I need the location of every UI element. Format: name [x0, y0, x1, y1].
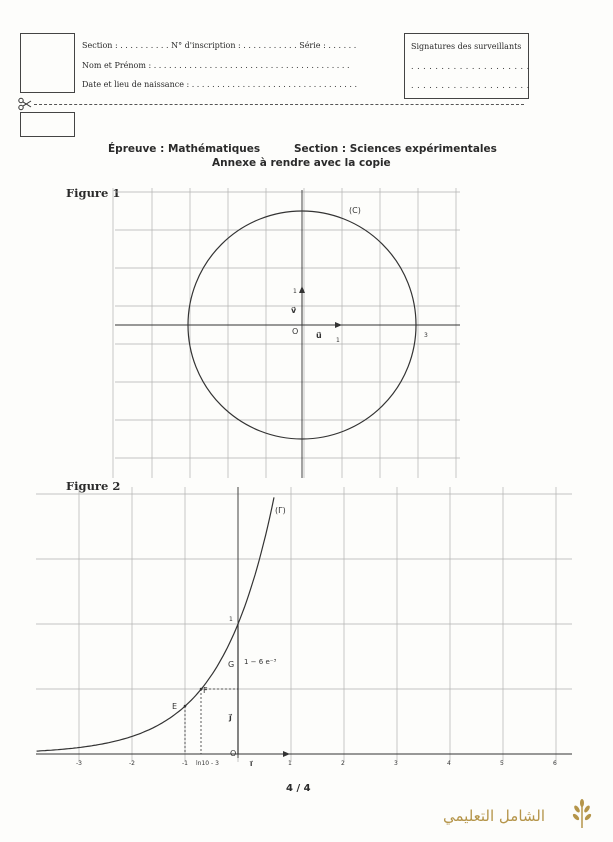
- signatures-title: Signatures des surveillants: [411, 42, 522, 51]
- logo-text: الشامل التعليمي: [443, 807, 546, 825]
- figure1-grid: [113, 188, 460, 478]
- j-vector-label: j⃗: [229, 713, 232, 722]
- figure1-tick-x-1: 1: [336, 337, 340, 344]
- x-tick-label: -3: [76, 760, 82, 767]
- figure1-origin-label: O: [292, 327, 299, 336]
- figure1-label: Figure 1: [66, 186, 121, 200]
- exam-section: Section : Sciences expérimentales: [294, 143, 497, 155]
- g-value-label: 1 − 6 e⁻³: [244, 658, 277, 666]
- signature-line-2: . . . . . . . . . . . . . . . . . . . .: [411, 81, 530, 90]
- i-vector-label: i⃗: [250, 760, 253, 768]
- page-number: 4 / 4: [286, 783, 311, 794]
- x-tick-label: 4: [447, 760, 451, 767]
- i-vector-head: [283, 751, 290, 757]
- figure2-x-tick-labels: [76, 760, 557, 767]
- figure1-tick-y-1: 1: [293, 288, 297, 295]
- ln-tick-label: ln10 - 3: [196, 760, 219, 767]
- v-vector-label: v⃗: [291, 306, 297, 315]
- header-line-name: Nom et Prénom : . . . . . . . . . . . . . . . . . . . . . . . . . . . . . . . . . . . . . . .: [82, 61, 350, 70]
- figure2-y-tick-1: 1: [229, 616, 233, 623]
- x-tick-label: 3: [394, 760, 398, 767]
- exam-subject: Épreuve : Mathématiques: [108, 143, 261, 155]
- point-E-mark: [184, 705, 187, 708]
- curve-gamma-label: (Γ): [275, 506, 286, 515]
- x-tick-label: 6: [553, 760, 557, 767]
- point-F-label: F: [203, 686, 208, 695]
- figure1-tick-3: 3: [424, 332, 428, 339]
- signature-line-1: . . . . . . . . . . . . . . . . . . . .: [411, 62, 530, 71]
- x-tick-label: 2: [341, 760, 345, 767]
- figure2-grid: [36, 487, 572, 762]
- u-vector-label: u⃗: [316, 331, 322, 340]
- x-tick-label: 5: [500, 760, 504, 767]
- point-G-label: G: [228, 660, 235, 669]
- figure2-origin-label: O: [230, 749, 237, 758]
- header-line-section: Section : . . . . . . . . . . N° d'inscription : . . . . . . . . . . . Série : . . . . . .: [82, 41, 357, 50]
- x-tick-label: 1: [288, 760, 292, 767]
- header-line-birth: Date et lieu de naissance : . . . . . . . . . . . . . . . . . . . . . . . . . . . . . . . . .: [82, 80, 358, 89]
- x-tick-label: -2: [129, 760, 135, 767]
- figure2-plot: [0, 480, 613, 800]
- logo-wheat-icon: [567, 798, 597, 830]
- annexe-note: Annexe à rendre avec la copie: [212, 157, 391, 169]
- point-E-label: E: [172, 702, 178, 711]
- point-F-mark: [200, 688, 203, 691]
- u-vector-head: [335, 322, 342, 328]
- x-tick-label: -1: [182, 760, 188, 767]
- figure2-label: Figure 2: [66, 479, 121, 493]
- circle-C-label: (C): [349, 206, 361, 215]
